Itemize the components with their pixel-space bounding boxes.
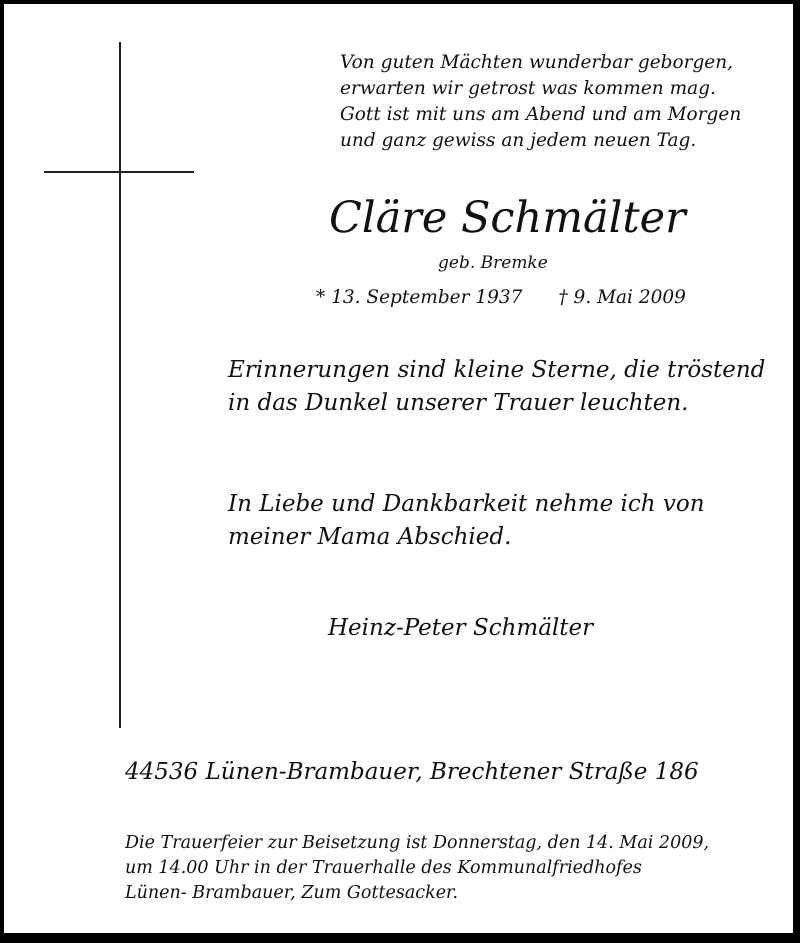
signer-name: Heinz-Peter Schmälter bbox=[328, 615, 594, 641]
obituary-card bbox=[4, 4, 793, 933]
verse-line: Gott ist mit uns am Abend und am Morgen bbox=[340, 104, 742, 125]
death-date: † 9. Mai 2009 bbox=[558, 287, 686, 308]
cross-vertical-bar bbox=[119, 42, 121, 728]
deceased-name: Cläre Schmälter bbox=[329, 193, 686, 243]
memorial-quote bbox=[228, 354, 765, 420]
cross-horizontal-bar bbox=[44, 171, 194, 173]
farewell-line: meiner Mama Abschied. bbox=[228, 524, 512, 550]
farewell-text bbox=[228, 488, 705, 554]
service-line: um 14.00 Uhr in der Trauerhalle des Kommunalfriedhofes bbox=[125, 858, 642, 878]
service-line: Lünen- Brambauer, Zum Gottesacker. bbox=[125, 883, 459, 903]
maiden-name: geb. Bremke bbox=[438, 253, 548, 273]
family-address: 44536 Lünen-Brambauer, Brechtener Straße 186 bbox=[125, 759, 699, 785]
quote-line: in das Dunkel unserer Trauer leuchten. bbox=[228, 390, 689, 416]
verse-line: und ganz gewiss an jedem neuen Tag. bbox=[340, 130, 697, 151]
farewell-line: In Liebe und Dankbarkeit nehme ich von bbox=[228, 491, 705, 517]
verse-line: Von guten Mächten wunderbar geborgen, bbox=[340, 52, 734, 73]
verse-line: erwarten wir getrost was kommen mag. bbox=[340, 78, 716, 99]
verse-block bbox=[340, 50, 741, 154]
service-line: Die Trauerfeier zur Beisetzung ist Donnerstag, den 14. Mai 2009, bbox=[125, 833, 710, 853]
life-dates bbox=[316, 285, 686, 311]
quote-line: Erinnerungen sind kleine Sterne, die tröstend bbox=[228, 357, 766, 383]
funeral-service-info bbox=[125, 831, 709, 906]
birth-date: * 13. September 1937 bbox=[316, 287, 523, 308]
